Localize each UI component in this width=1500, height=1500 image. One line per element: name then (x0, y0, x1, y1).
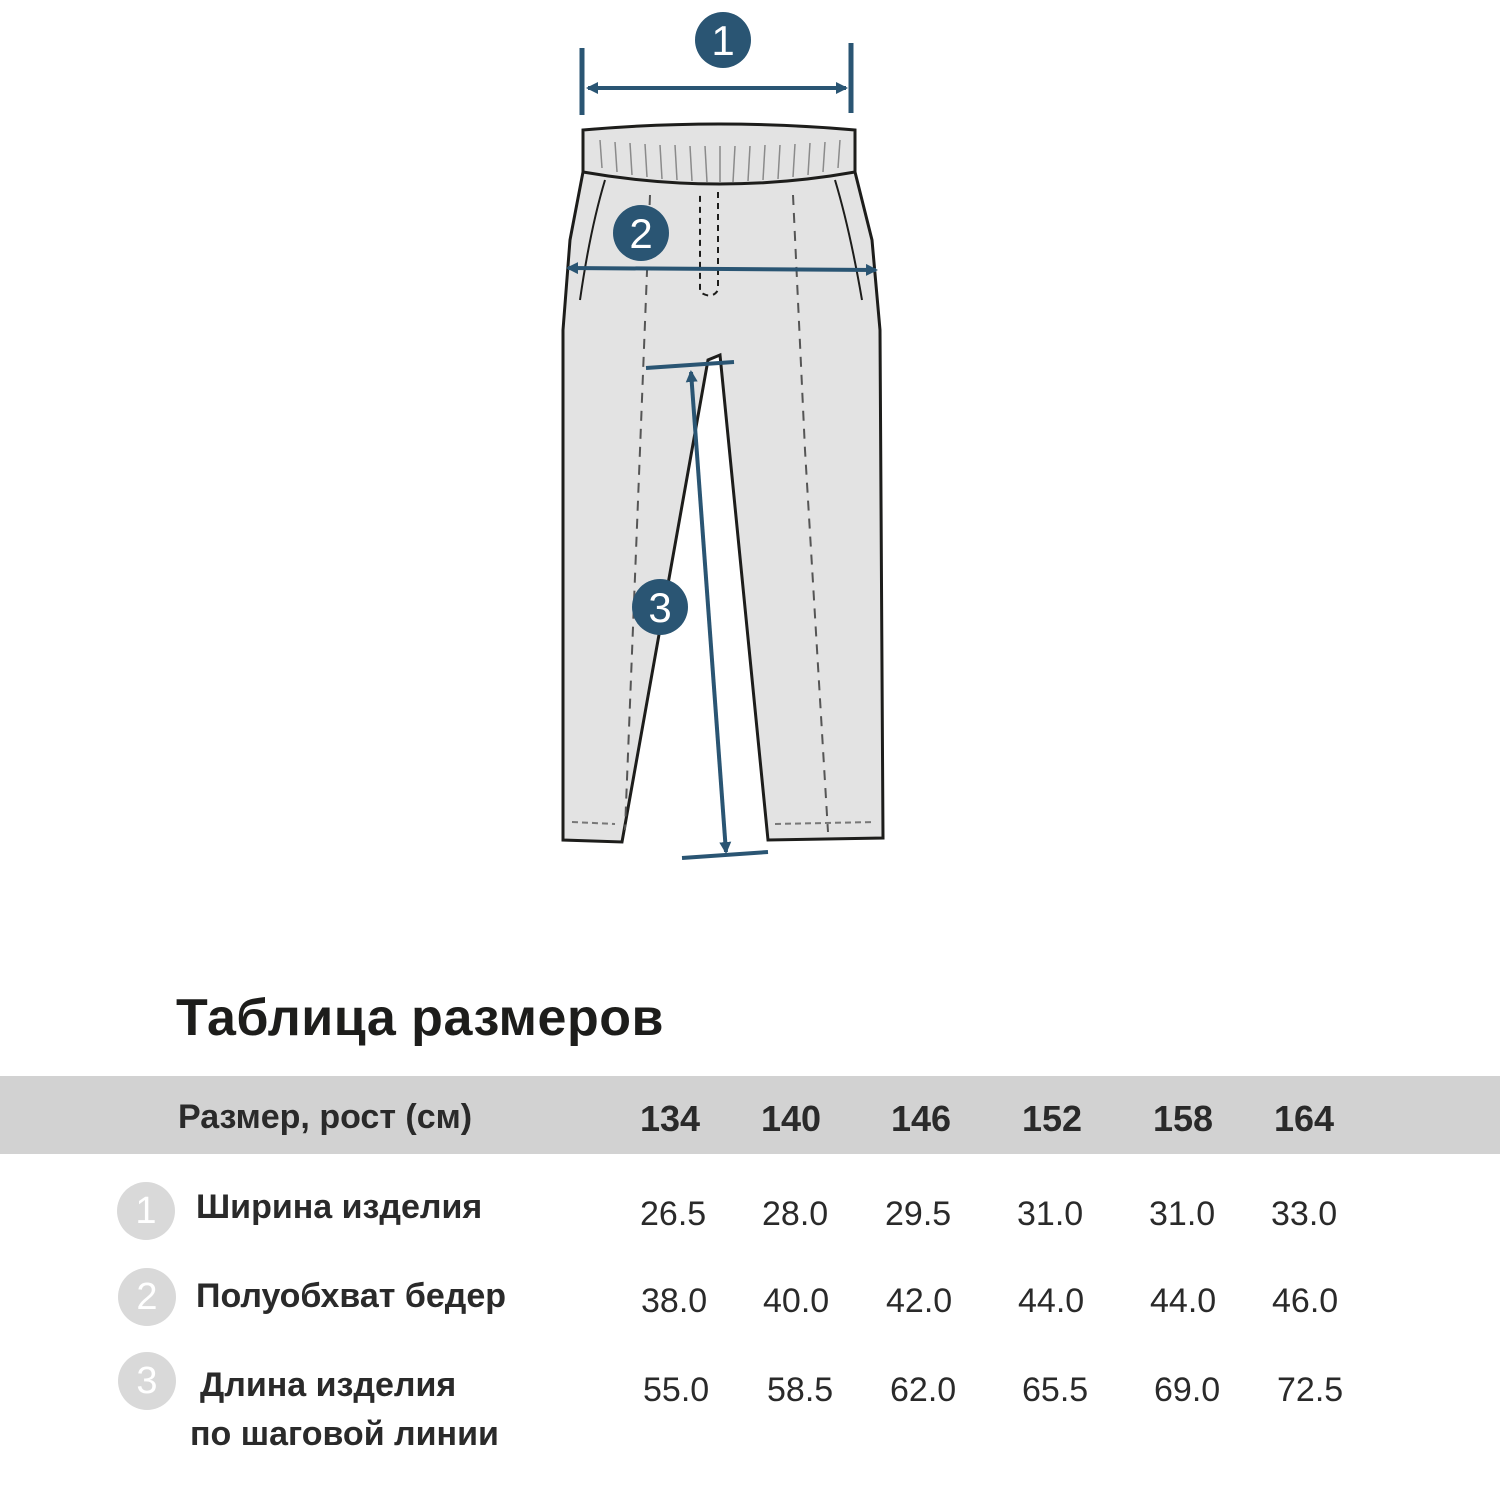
table-cell: 31.0 (1149, 1195, 1216, 1233)
trousers-drawing (563, 124, 883, 842)
header-size-134: 134 (640, 1098, 701, 1139)
table-cell: 29.5 (885, 1195, 952, 1233)
header-size-152: 152 (1022, 1098, 1083, 1139)
table-cell: 72.5 (1277, 1371, 1344, 1409)
table-cell: 62.0 (890, 1371, 957, 1409)
table-cell: 31.0 (1017, 1195, 1084, 1233)
marker-3-label: 3 (648, 584, 672, 631)
table-cell: 28.0 (762, 1195, 829, 1233)
table-cell: 55.0 (643, 1371, 710, 1409)
header-size-140: 140 (761, 1098, 822, 1139)
marker-2-label: 2 (629, 210, 653, 257)
table-cell: 26.5 (640, 1195, 707, 1233)
row-number-badge: 3 (118, 1352, 176, 1410)
table-cell: 65.5 (1022, 1371, 1089, 1409)
header-size-158: 158 (1153, 1098, 1214, 1139)
table-cell: 46.0 (1272, 1282, 1339, 1320)
measure-waist-width (582, 12, 851, 115)
row-label-hip-half-girth: Полуобхват бедер (196, 1277, 507, 1315)
header-size-164: 164 (1274, 1098, 1335, 1139)
table-cell: 38.0 (641, 1282, 708, 1320)
marker-1-label: 1 (711, 17, 735, 64)
row-number-badge: 2 (118, 1268, 176, 1326)
row-label-inseam-length-line2: по шаговой линии (190, 1415, 499, 1453)
page-title: Таблица размеров (176, 989, 664, 1047)
row-label-inseam-length: Длина изделия (200, 1366, 457, 1404)
table-cell: 44.0 (1150, 1282, 1217, 1320)
table-cell: 44.0 (1018, 1282, 1085, 1320)
row-label-product-width: Ширина изделия (196, 1188, 483, 1226)
row-number-badge: 1 (117, 1182, 175, 1240)
header-size-146: 146 (891, 1098, 952, 1139)
table-cell: 69.0 (1154, 1371, 1221, 1409)
table-cell: 33.0 (1271, 1195, 1338, 1233)
table-cell: 42.0 (886, 1282, 953, 1320)
table-cell: 40.0 (763, 1282, 830, 1320)
header-size-height-label: Размер, рост (см) (178, 1098, 473, 1136)
table-cell: 58.5 (767, 1371, 834, 1409)
